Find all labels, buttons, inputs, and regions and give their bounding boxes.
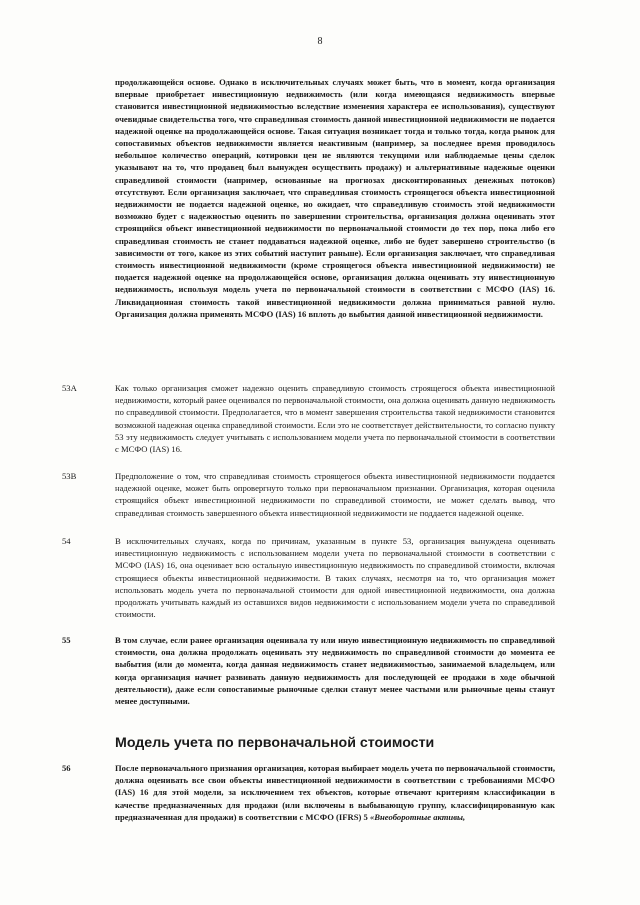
paragraph-53-continuation: продолжающейся основе. Однако в исключительных случаях может быть, что в момент, когда организация впервые приобретает инвестиционную недвижимость (или когда имеющаяся недвижимость впервые становится инвестиционной недвижимостью вследствие изменения характера ее использования), существуют очевидные свидетельства того, что справедливая стоимость данной инвестиционной недвижимости не подается надежной оценке на продолжающейся основе. Такая ситуация возникает тогда и только тогда, когда рынок для сопоставимых объектов недвижимости является неактивным (например, за последнее время проводилось небольшое количество операций, котировки цен не являются текущими или наблюдаемые цены сделок указывают на то, что продавец был вынужден осуществить продажу) и альтернативные надежные оценки справедливой стоимости (например, основанные на прогнозах дисконтированных денежных потоков) отсутствуют. Если организация заключает, что справедливая стоимость строящегося объекта инвестиционной недвижимости не подается надежной оценке, но ожидает, что справедливую стоимость этой недвижимости возможно будет с надежностью оценить по завершении строительства, организация должна оценивать этот строящийся объект инвестиционной недвижимости по первоначальной стоимости до тех пор, пока либо его справедливая стоимость не станет поддаваться надежной оценке, либо не будет завершено строительство (в зависимости от того, какое из этих событий наступит раньше). Если организация заключает, что справедливая стоимость инвестиционной недвижимости (кроме строящегося объекта инвестиционной недвижимости) не подается надежной оценке на продолжающейся основе, организация должна оценивать эту инвестиционную недвижимость, используя модель учета по первоначальной стоимости в соответствии с МСФО (IAS) 16. Ликвидационная стоимость такой инвестиционной недвижимости должна приниматься равной нулю. Организация должна применять МСФО (IAS) 16 вплоть до выбытия данной инвестиционной недвижимости. [115,77,555,319]
paragraph-56-text: После первоначального признания организация, которая выбирает модель учета по первоначальной стоимости, должна оценивать все свои объекты инвестиционной недвижимости в соответствии с требованиями МСФО (IAS) 16 для этой модели, за исключением тех объектов, которые отвечают критериям классификации в качестве предназначенных для продажи (или включены в выбывающую группу, классифицированную как предназначенная для продажи) в соответствии с МСФО (IFRS) 5 [115,763,555,822]
paragraph-number-55: 55 [62,635,71,645]
paragraph-number-54: 54 [62,536,71,546]
paragraph-56 [115,762,555,823]
page-number: 8 [317,36,323,47]
section-heading: Модель учета по первоначальной стоимости [115,735,435,751]
paragraph-number-53b: 53B [62,471,77,481]
paragraph-number-56: 56 [62,763,71,773]
paragraph-53a: Как только организация сможет надежно оценить справедливую стоимость строящегося объекта инвестиционной недвижимости, который ранее оценивался по первоначальной стоимости, она должна оценивать данную недвижимость по справедливой стоимости. Предполагается, что в момент завершения строительства такой недвижимости становится возможной надежная оценка справедливой стоимости. Если это не соответствует действительности, то согласно пункту 53 эту недвижимость следует учитывать с использованием модели учета по первоначальной стоимости в соответствии с МСФО (IAS) 16. [115,383,555,455]
paragraph-54: В исключительных случаях, когда по причинам, указанным в пункте 53, организация вынуждена оценивать инвестиционную недвижимость с использованием модели учета по первоначальной стоимости в соответствии с МСФО (IAS) 16, она оценивает всю остальную инвестиционную недвижимость по справедливой стоимости, включая строящиеся объекты инвестиционной недвижимости. В таких случаях, несмотря на то, что организация может использовать модель учета по первоначальной стоимости для одной инвестиционной недвижимости, она должна продолжать учитывать каждый из оставшихся видов недвижимости с использованием модели учета по справедливой стоимости. [115,536,555,620]
paragraph-56-italic-tail: «Внеоборотные активы, [369,811,466,822]
paragraph-53b: Предположение о том, что справедливая стоимость строящегося объекта инвестиционной недвижимости поддается надежной оценке, может быть опровергнуто только при первоначальном признании. Организация, которая оценила строящийся объект инвестиционной недвижимости по справедливой стоимости, не может сделать вывод, что справедливая стоимость завершенного объекта инвестиционной недвижимости не поддается надежной оценке. [115,471,555,518]
paragraph-55: В том случае, если ранее организация оценивала ту или иную инвестиционную недвижимость по справедливой стоимости, она должна продолжать оценивать эту недвижимость по справедливой стоимости до момента ее выбытия (или до момента, когда данная недвижимость станет недвижимостью, занимаемой владельцем, или когда организация начнет развивать данную недвижимость для последующей ее продажи в ходе обычной деятельности), даже если сопоставимые рыночные сделки станут менее частыми или рыночные цены станут менее доступными. [115,635,555,707]
paragraph-number-53a: 53A [62,383,77,393]
